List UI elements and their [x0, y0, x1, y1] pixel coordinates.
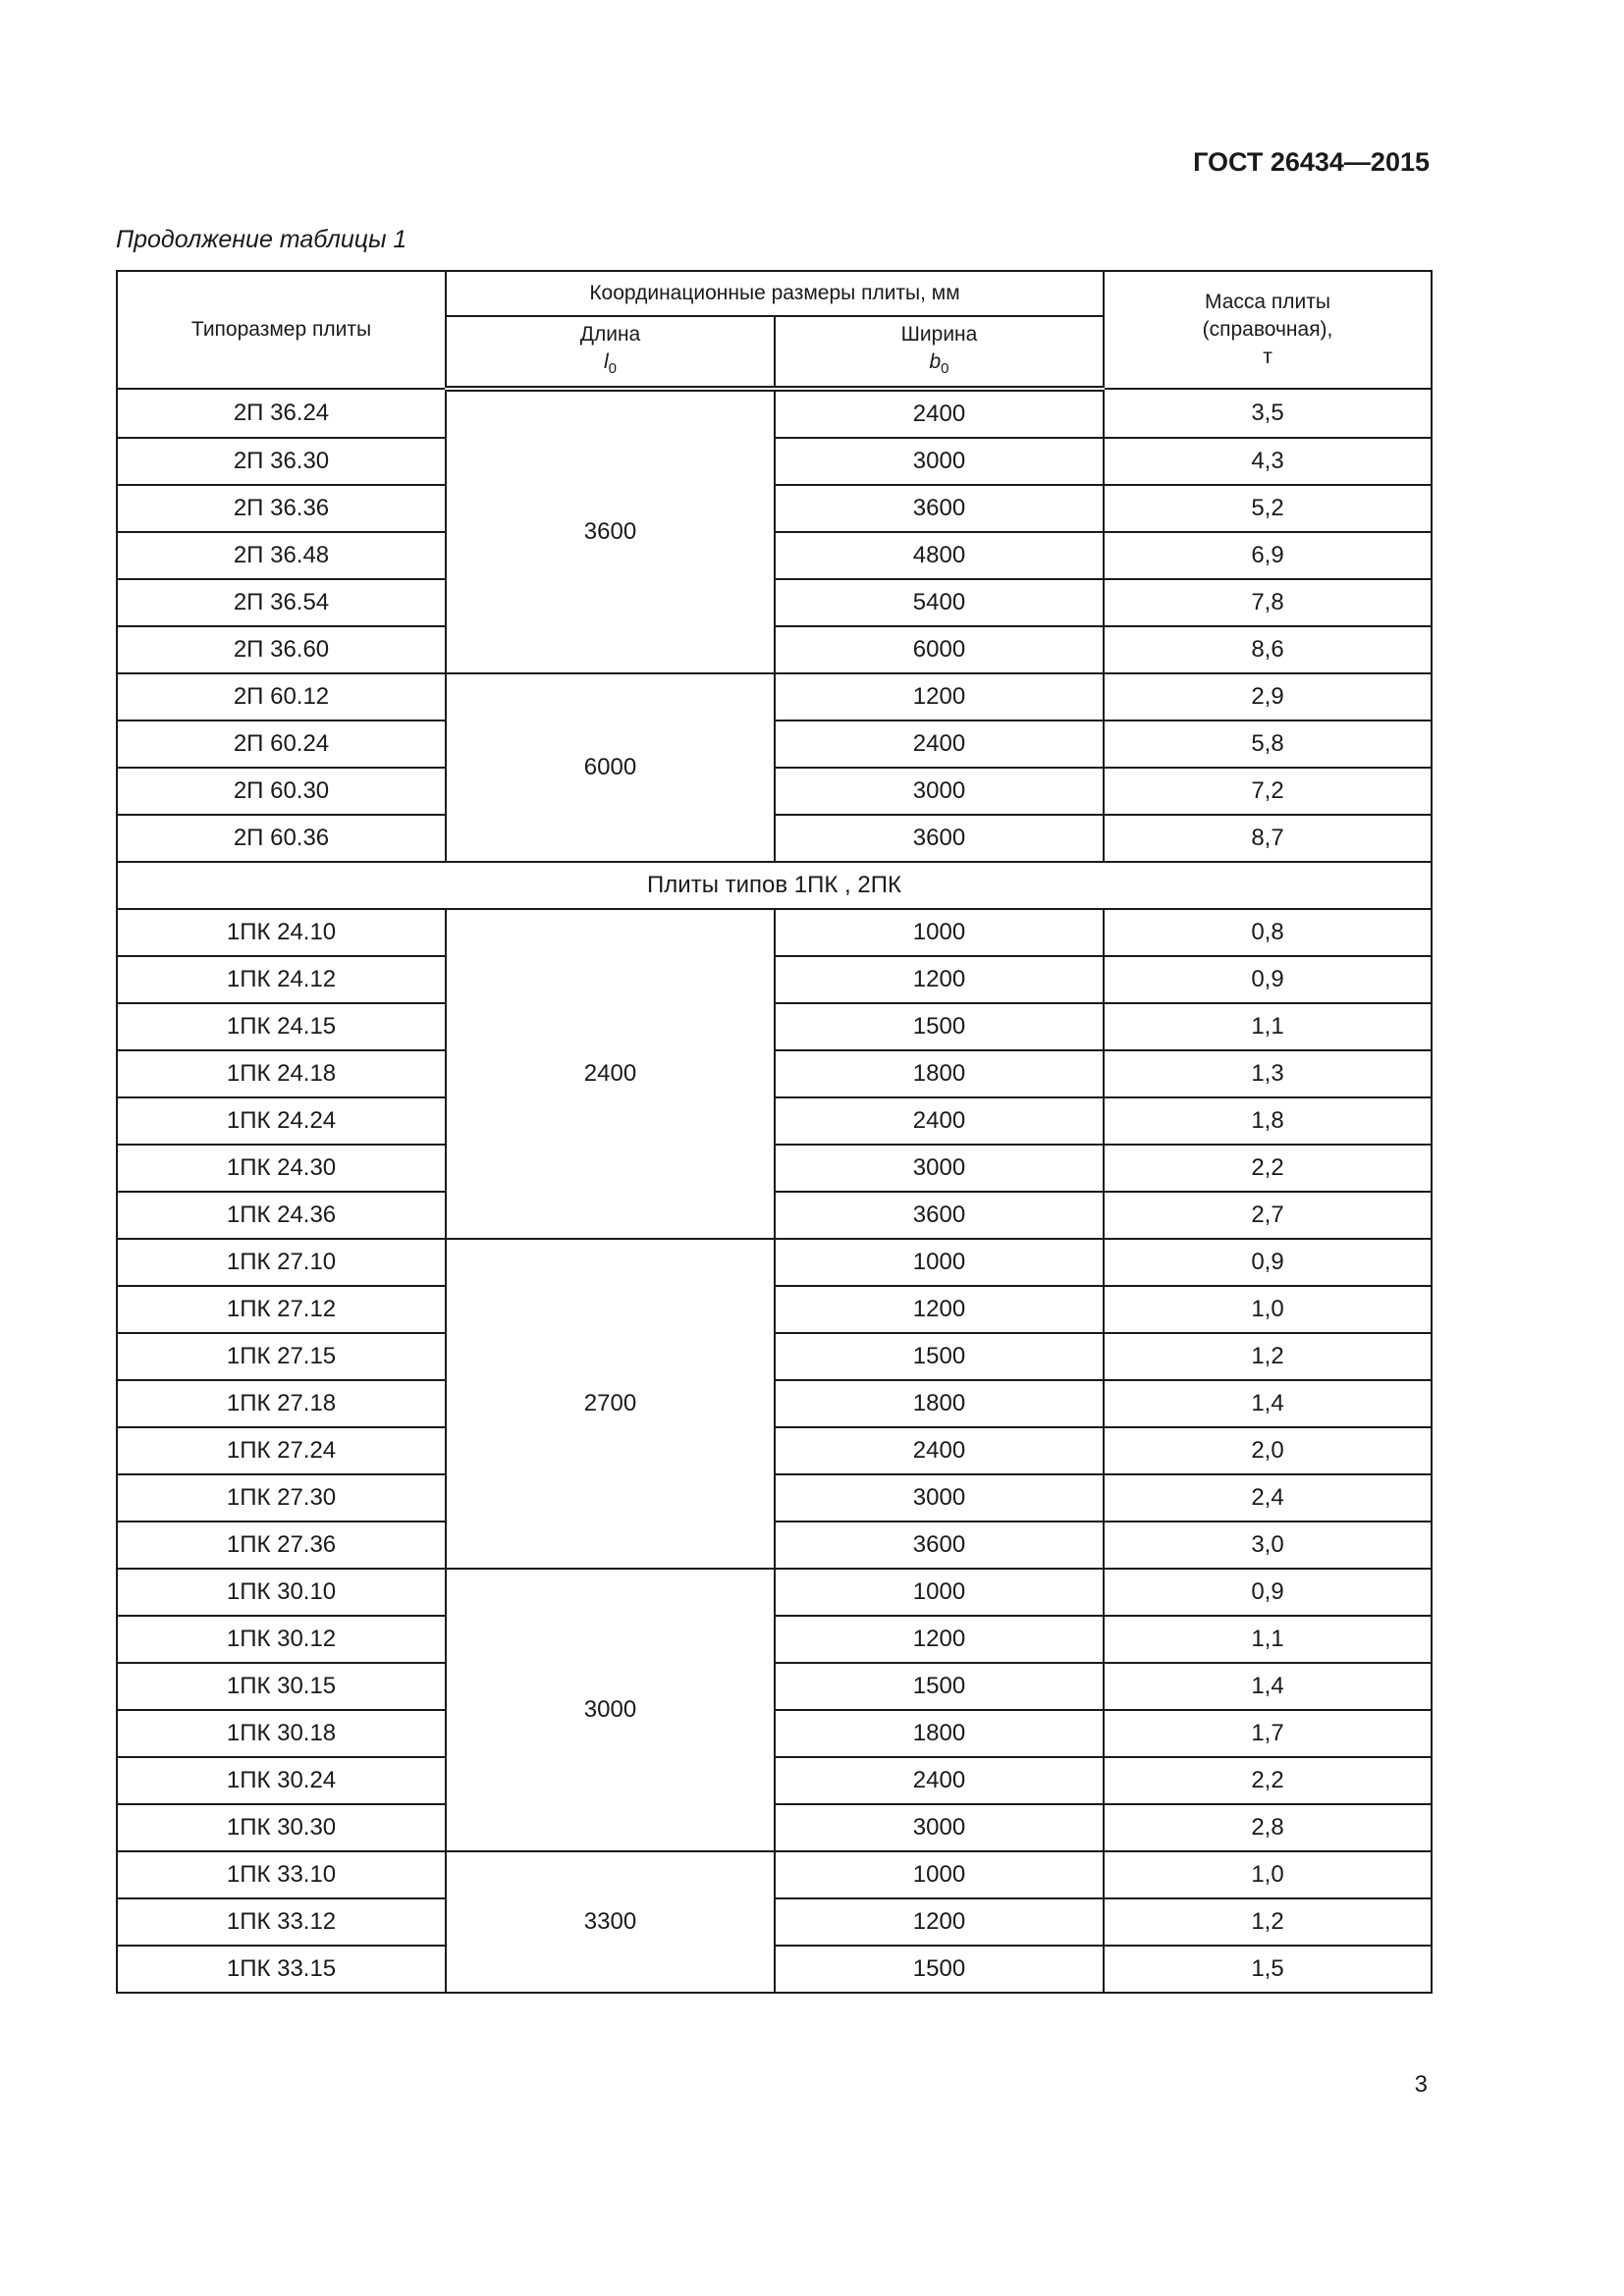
mass-cell: 1,8 — [1104, 1097, 1432, 1145]
table-row — [117, 1097, 1432, 1145]
table-row — [117, 532, 1432, 579]
table-row — [117, 1427, 1432, 1474]
width-cell: 1200 — [775, 673, 1104, 721]
mass-cell: 5,2 — [1104, 485, 1432, 532]
width-cell: 1000 — [775, 1851, 1104, 1898]
type-size-cell: 1ПК 30.15 — [117, 1663, 446, 1710]
section-row — [117, 862, 1432, 909]
header-row-1 — [117, 271, 1432, 316]
length-cell: 2700 — [446, 1239, 775, 1569]
mass-cell: 4,3 — [1104, 438, 1432, 485]
type-size-cell: 1ПК 30.30 — [117, 1804, 446, 1851]
header-type-size: Типоразмер плиты — [117, 271, 446, 389]
type-size-cell: 1ПК 24.30 — [117, 1145, 446, 1192]
width-cell: 1200 — [775, 1898, 1104, 1946]
type-size-cell: 1ПК 27.30 — [117, 1474, 446, 1522]
mass-cell: 1,4 — [1104, 1663, 1432, 1710]
table-row — [117, 1851, 1432, 1898]
type-size-cell: 1ПК 24.12 — [117, 956, 446, 1003]
mass-cell: 3,0 — [1104, 1522, 1432, 1569]
mass-cell: 0,8 — [1104, 909, 1432, 956]
mass-cell: 1,0 — [1104, 1286, 1432, 1333]
type-size-cell: 2П 60.12 — [117, 673, 446, 721]
mass-cell: 8,7 — [1104, 815, 1432, 862]
width-cell: 3000 — [775, 1804, 1104, 1851]
table-row — [117, 1474, 1432, 1522]
type-size-cell: 1ПК 24.36 — [117, 1192, 446, 1239]
mass-cell: 2,2 — [1104, 1757, 1432, 1804]
table-row — [117, 1898, 1432, 1946]
header-length-subscript: 0 — [608, 359, 617, 377]
table-row — [117, 438, 1432, 485]
mass-cell: 1,2 — [1104, 1898, 1432, 1946]
type-size-cell: 2П 36.30 — [117, 438, 446, 485]
mass-cell: 2,4 — [1104, 1474, 1432, 1522]
length-cell: 6000 — [446, 673, 775, 862]
section-title: Плиты типов 1ПК , 2ПК — [117, 862, 1432, 909]
width-cell: 3000 — [775, 768, 1104, 815]
table-row — [117, 1522, 1432, 1569]
width-cell: 1800 — [775, 1050, 1104, 1097]
mass-cell: 1,3 — [1104, 1050, 1432, 1097]
table-row — [117, 1663, 1432, 1710]
type-size-cell: 1ПК 30.24 — [117, 1757, 446, 1804]
width-cell: 3600 — [775, 815, 1104, 862]
mass-cell: 2,9 — [1104, 673, 1432, 721]
table-row — [117, 626, 1432, 673]
mass-cell: 1,5 — [1104, 1946, 1432, 1993]
width-cell: 3600 — [775, 485, 1104, 532]
width-cell: 3000 — [775, 438, 1104, 485]
width-cell: 1000 — [775, 909, 1104, 956]
width-cell: 6000 — [775, 626, 1104, 673]
length-cell: 3300 — [446, 1851, 775, 1993]
table-row — [117, 579, 1432, 626]
table-row — [117, 909, 1432, 956]
plates-table — [116, 270, 1433, 1994]
header-mass-line1: Масса плиты — [1205, 291, 1330, 313]
table-body — [117, 271, 1432, 1993]
page-number: 3 — [1414, 2071, 1428, 2098]
width-cell: 1000 — [775, 1569, 1104, 1616]
table-row — [117, 1380, 1432, 1427]
type-size-cell: 1ПК 27.36 — [117, 1522, 446, 1569]
table-row — [117, 815, 1432, 862]
mass-cell: 1,4 — [1104, 1380, 1432, 1427]
width-cell: 3600 — [775, 1192, 1104, 1239]
mass-cell: 1,0 — [1104, 1851, 1432, 1898]
table-row — [117, 1710, 1432, 1757]
mass-cell: 1,1 — [1104, 1616, 1432, 1663]
header-width-label: Ширина — [900, 322, 978, 346]
type-size-cell: 2П 60.24 — [117, 721, 446, 768]
mass-cell: 1,7 — [1104, 1710, 1432, 1757]
table-row — [117, 956, 1432, 1003]
document-code: ГОСТ 26434—2015 — [1193, 147, 1430, 177]
table-row — [117, 389, 1432, 438]
mass-cell: 0,9 — [1104, 1569, 1432, 1616]
mass-cell: 2,7 — [1104, 1192, 1432, 1239]
mass-cell: 0,9 — [1104, 956, 1432, 1003]
width-cell: 1000 — [775, 1239, 1104, 1286]
table-row — [117, 1286, 1432, 1333]
table-row — [117, 1757, 1432, 1804]
width-cell: 3600 — [775, 1522, 1104, 1569]
type-size-cell: 1ПК 33.15 — [117, 1946, 446, 1993]
width-cell: 1500 — [775, 1663, 1104, 1710]
table-row — [117, 1616, 1432, 1663]
type-size-cell: 1ПК 24.10 — [117, 909, 446, 956]
width-cell: 2400 — [775, 721, 1104, 768]
mass-cell: 1,2 — [1104, 1333, 1432, 1380]
type-size-cell: 2П 60.36 — [117, 815, 446, 862]
type-size-cell: 2П 36.60 — [117, 626, 446, 673]
width-cell: 1500 — [775, 1333, 1104, 1380]
table-row — [117, 1333, 1432, 1380]
table-row — [117, 1145, 1432, 1192]
type-size-cell: 1ПК 27.15 — [117, 1333, 446, 1380]
header-width-subscript: 0 — [941, 359, 949, 377]
table-row — [117, 1192, 1432, 1239]
type-size-cell: 1ПК 33.10 — [117, 1851, 446, 1898]
type-size-cell: 1ПК 27.18 — [117, 1380, 446, 1427]
table-row — [117, 1050, 1432, 1097]
type-size-cell: 1ПК 27.12 — [117, 1286, 446, 1333]
table-row — [117, 1804, 1432, 1851]
header-coord-dims: Координационные размеры плиты, мм — [446, 271, 1104, 316]
type-size-cell: 1ПК 24.18 — [117, 1050, 446, 1097]
type-size-cell: 1ПК 24.15 — [117, 1003, 446, 1050]
width-cell: 2400 — [775, 1757, 1104, 1804]
type-size-cell: 2П 60.30 — [117, 768, 446, 815]
mass-cell: 2,8 — [1104, 1804, 1432, 1851]
type-size-cell: 2П 36.24 — [117, 389, 446, 438]
type-size-cell: 1ПК 27.10 — [117, 1239, 446, 1286]
header-mass-line2: (справочная), — [1202, 318, 1333, 341]
type-size-cell: 1ПК 27.24 — [117, 1427, 446, 1474]
mass-cell: 7,8 — [1104, 579, 1432, 626]
width-cell: 1200 — [775, 956, 1104, 1003]
mass-cell: 2,0 — [1104, 1427, 1432, 1474]
table-row — [117, 768, 1432, 815]
width-cell: 2400 — [775, 1427, 1104, 1474]
table-row — [117, 1239, 1432, 1286]
table-caption: Продолжение таблицы 1 — [116, 226, 407, 253]
type-size-cell: 2П 36.36 — [117, 485, 446, 532]
type-size-cell: 2П 36.54 — [117, 579, 446, 626]
type-size-cell: 1ПК 33.12 — [117, 1898, 446, 1946]
width-cell: 1200 — [775, 1286, 1104, 1333]
table-row — [117, 673, 1432, 721]
header-mass-line3: т — [1263, 346, 1272, 368]
width-cell: 2400 — [775, 1097, 1104, 1145]
header-length-symbol: l — [603, 349, 609, 373]
mass-cell: 2,2 — [1104, 1145, 1432, 1192]
mass-cell: 7,2 — [1104, 768, 1432, 815]
width-cell: 1800 — [775, 1380, 1104, 1427]
length-cell: 3000 — [446, 1569, 775, 1851]
table-row — [117, 721, 1432, 768]
header-length — [446, 316, 775, 389]
header-mass — [1104, 271, 1432, 389]
type-size-cell: 1ПК 30.12 — [117, 1616, 446, 1663]
width-cell: 1200 — [775, 1616, 1104, 1663]
width-cell: 3000 — [775, 1145, 1104, 1192]
width-cell: 5400 — [775, 579, 1104, 626]
width-cell: 2400 — [775, 389, 1104, 438]
mass-cell: 5,8 — [1104, 721, 1432, 768]
width-cell: 1500 — [775, 1003, 1104, 1050]
header-width-symbol: b — [929, 349, 942, 373]
length-cell: 2400 — [446, 909, 775, 1239]
width-cell: 3000 — [775, 1474, 1104, 1522]
type-size-cell: 1ПК 24.24 — [117, 1097, 446, 1145]
table-row — [117, 485, 1432, 532]
header-width — [775, 316, 1104, 389]
width-cell: 1800 — [775, 1710, 1104, 1757]
width-cell: 1500 — [775, 1946, 1104, 1993]
table-row — [117, 1569, 1432, 1616]
mass-cell: 8,6 — [1104, 626, 1432, 673]
table-row — [117, 1946, 1432, 1993]
length-cell: 3600 — [446, 389, 775, 673]
type-size-cell: 1ПК 30.10 — [117, 1569, 446, 1616]
width-cell: 4800 — [775, 532, 1104, 579]
mass-cell: 1,1 — [1104, 1003, 1432, 1050]
type-size-cell: 1ПК 30.18 — [117, 1710, 446, 1757]
mass-cell: 6,9 — [1104, 532, 1432, 579]
mass-cell: 3,5 — [1104, 389, 1432, 438]
type-size-cell: 2П 36.48 — [117, 532, 446, 579]
mass-cell: 0,9 — [1104, 1239, 1432, 1286]
table-row — [117, 1003, 1432, 1050]
header-length-label: Длина — [579, 322, 641, 346]
